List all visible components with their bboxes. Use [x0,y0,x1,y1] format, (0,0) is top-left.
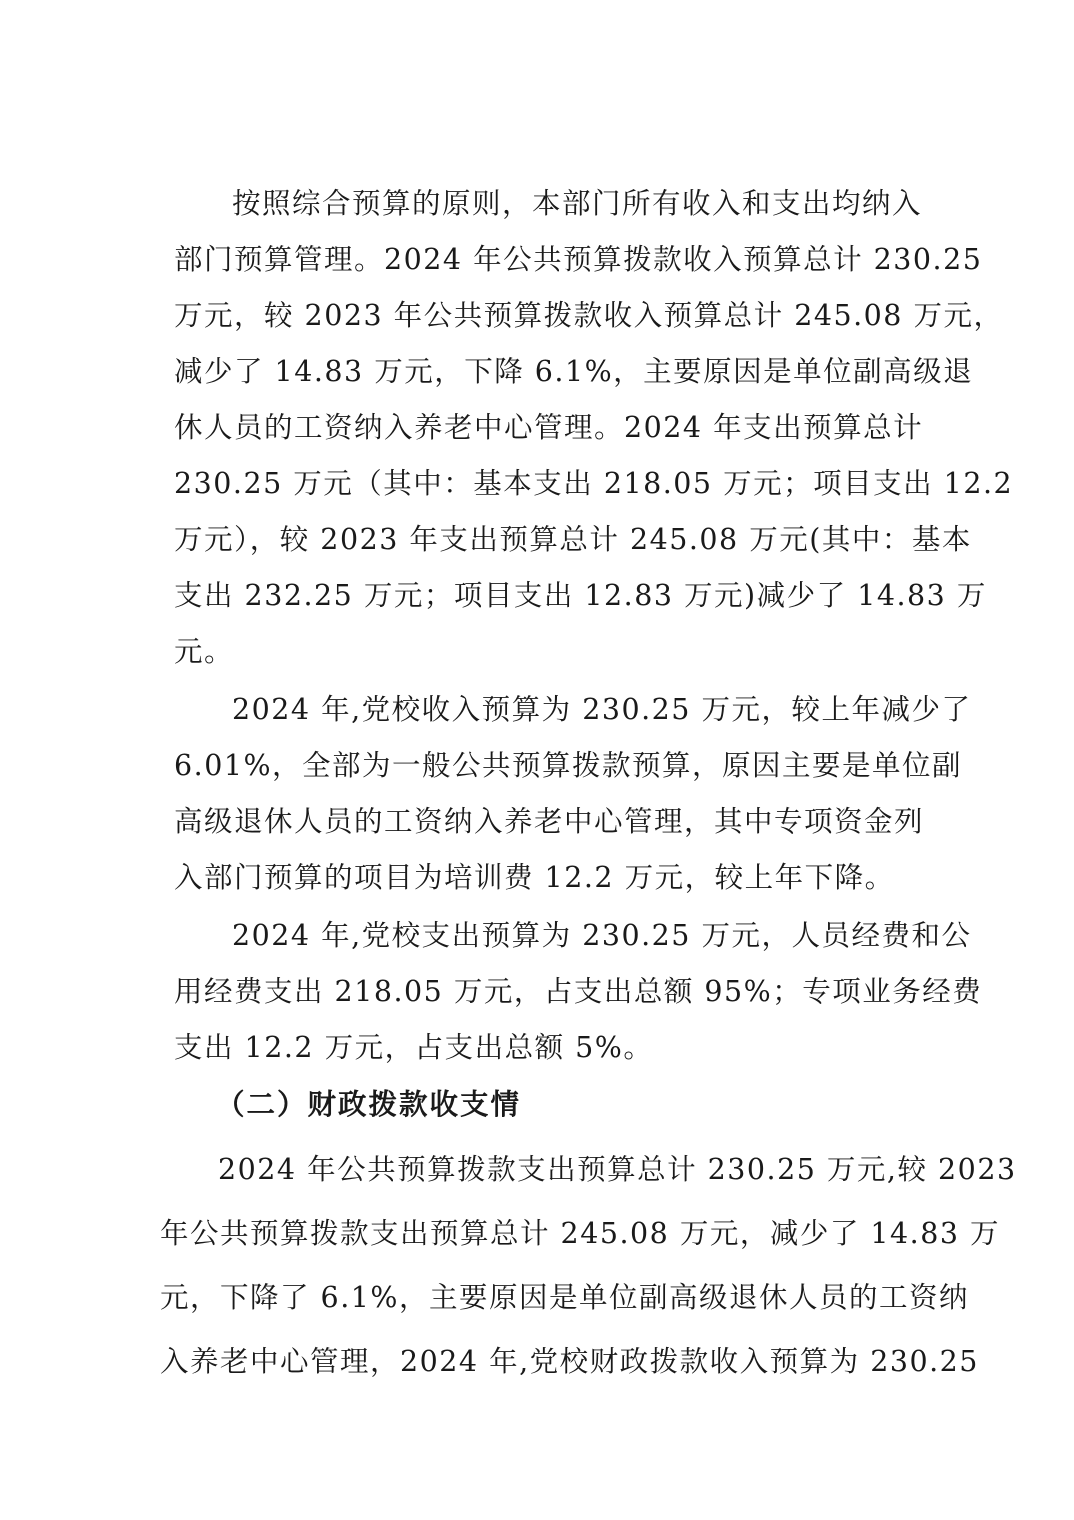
paragraph-2-line-3: 高级退休人员的工资纳入养老中心管理，其中专项资金列 [174,805,925,838]
paragraph-4-line-1: 2024 年公共预算拨款支出预算总计 230.25 万元,较 2023 [218,1153,1017,1186]
paragraph-3-line-2: 用经费支出 218.05 万元，占支出总额 95%；专项业务经费 [174,975,983,1008]
paragraph-1-line-7: 万元），较 2023 年支出预算总计 245.08 万元(其中：基本 [174,523,972,556]
paragraph-1-line-8: 支出 232.25 万元；项目支出 12.83 万元)减少了 14.83 万 [174,579,987,612]
paragraph-2-line-1: 2024 年,党校收入预算为 230.25 万元，较上年减少了 [232,693,972,726]
paragraph-3-line-1: 2024 年,党校支出预算为 230.25 万元，人员经费和公 [232,919,972,952]
paragraph-1-line-2: 部门预算管理。2024 年公共预算拨款收入预算总计 230.25 [174,243,983,276]
paragraph-4-line-2: 年公共预算拨款支出预算总计 245.08 万元，减少了 14.83 万 [160,1217,1001,1250]
paragraph-1-line-3: 万元，较 2023 年公共预算拨款收入预算总计 245.08 万元， [174,299,1004,332]
paragraph-3-line-3: 支出 12.2 万元，占支出总额 5%。 [174,1031,654,1064]
paragraph-2-line-4: 入部门预算的项目为培训费 12.2 万元，较上年下降。 [174,861,895,894]
paragraph-4-line-3: 元，下降了 6.1%，主要原因是单位副高级退休人员的工资纳 [160,1281,969,1314]
paragraph-1-line-4: 减少了 14.83 万元，下降 6.1%，主要原因是单位副高级退 [174,355,974,388]
paragraph-4-line-4: 入养老中心管理，2024 年,党校财政拨款收入预算为 230.25 [160,1345,979,1378]
paragraph-1-line-6: 230.25 万元（其中：基本支出 218.05 万元；项目支出 12.2 [174,467,1014,500]
paragraph-1-line-1: 按照综合预算的原则，本部门所有收入和支出均纳入 [232,187,923,220]
section-heading: （二）财政拨款收支情 [216,1087,522,1121]
paragraph-1-line-5: 休人员的工资纳入养老中心管理。2024 年支出预算总计 [174,411,924,444]
paragraph-2-line-2: 6.01%，全部为一般公共预算拨款预算，原因主要是单位副 [174,749,963,782]
paragraph-1-line-9: 元。 [174,635,235,668]
